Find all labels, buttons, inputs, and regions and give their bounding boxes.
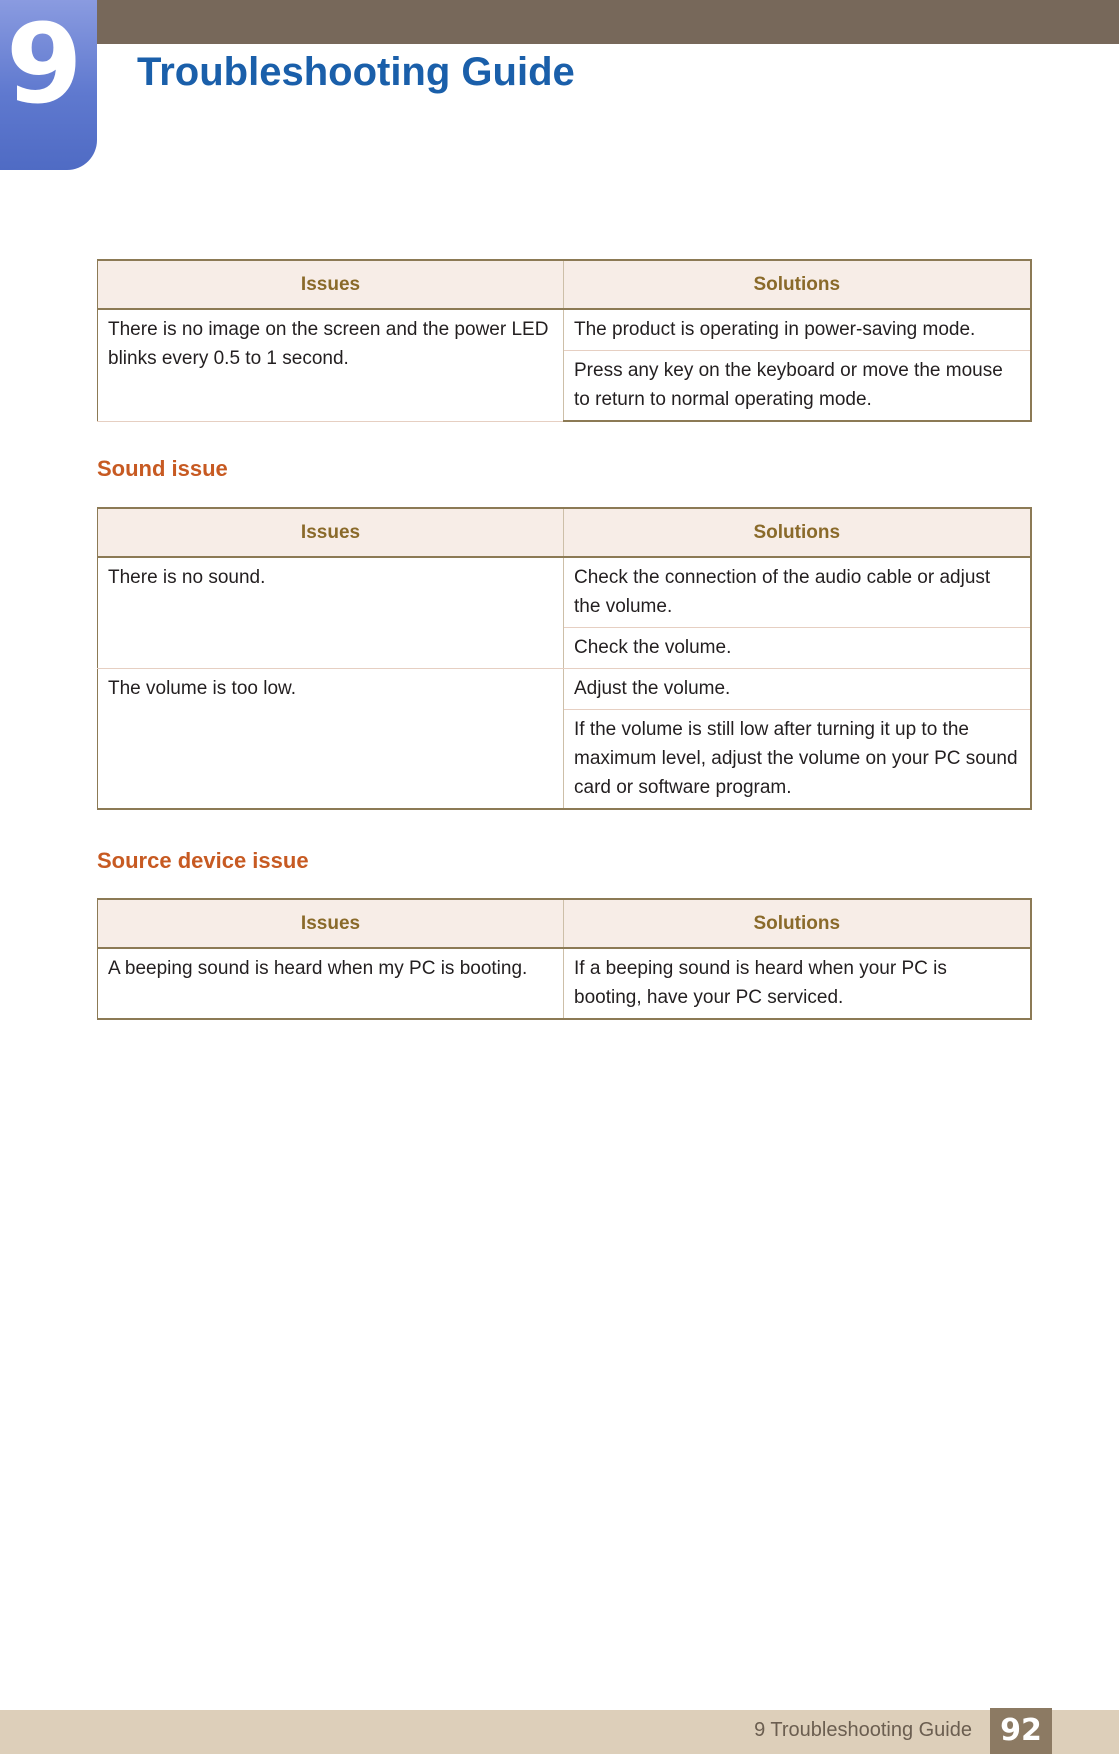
header-bar bbox=[0, 0, 1119, 44]
issues-header: Issues bbox=[98, 508, 564, 557]
solution-cell: If a beeping sound is heard when your PC is booting, have your PC serviced. bbox=[564, 948, 1031, 1019]
source-device-issue-table bbox=[97, 898, 1032, 1020]
solution-cell: Adjust the volume. bbox=[564, 669, 1031, 710]
section-heading-source-device: Source device issue bbox=[97, 848, 309, 873]
footer-label: 9 Troubleshooting Guide bbox=[754, 1719, 972, 1741]
issues-header: Issues bbox=[98, 260, 564, 309]
issues-header: Issues bbox=[98, 899, 564, 948]
solutions-header: Solutions bbox=[564, 260, 1031, 309]
solution-cell: Check the connection of the audio cable or adjust the volume. bbox=[564, 557, 1031, 628]
display-issue-table bbox=[97, 259, 1032, 422]
table-row bbox=[98, 309, 1031, 351]
chapter-number: 9 bbox=[6, 0, 79, 128]
table-row bbox=[98, 669, 1031, 710]
table-header-row bbox=[98, 899, 1031, 948]
issue-cell: The volume is too low. bbox=[98, 669, 564, 810]
table-row bbox=[98, 948, 1031, 1019]
chapter-tab bbox=[0, 0, 97, 170]
solution-cell: The product is operating in power-saving mode. bbox=[564, 309, 1031, 351]
issue-cell: There is no sound. bbox=[98, 557, 564, 669]
page-number: 92 bbox=[990, 1708, 1052, 1754]
table-header-row bbox=[98, 508, 1031, 557]
section-heading-sound: Sound issue bbox=[97, 456, 228, 481]
solutions-header: Solutions bbox=[564, 508, 1031, 557]
table-row bbox=[98, 557, 1031, 628]
issue-cell: There is no image on the screen and the power LED blinks every 0.5 to 1 second. bbox=[98, 309, 564, 421]
page-title: Troubleshooting Guide bbox=[137, 50, 575, 94]
solution-cell: Check the volume. bbox=[564, 628, 1031, 669]
issue-cell: A beeping sound is heard when my PC is booting. bbox=[98, 948, 564, 1019]
sound-issue-table bbox=[97, 507, 1032, 810]
solution-cell: Press any key on the keyboard or move the mouse to return to normal operating mode. bbox=[564, 351, 1031, 422]
solutions-header: Solutions bbox=[564, 899, 1031, 948]
table-header-row bbox=[98, 260, 1031, 309]
solution-cell: If the volume is still low after turning it up to the maximum level, adjust the volume on your PC sound card or software program. bbox=[564, 710, 1031, 810]
